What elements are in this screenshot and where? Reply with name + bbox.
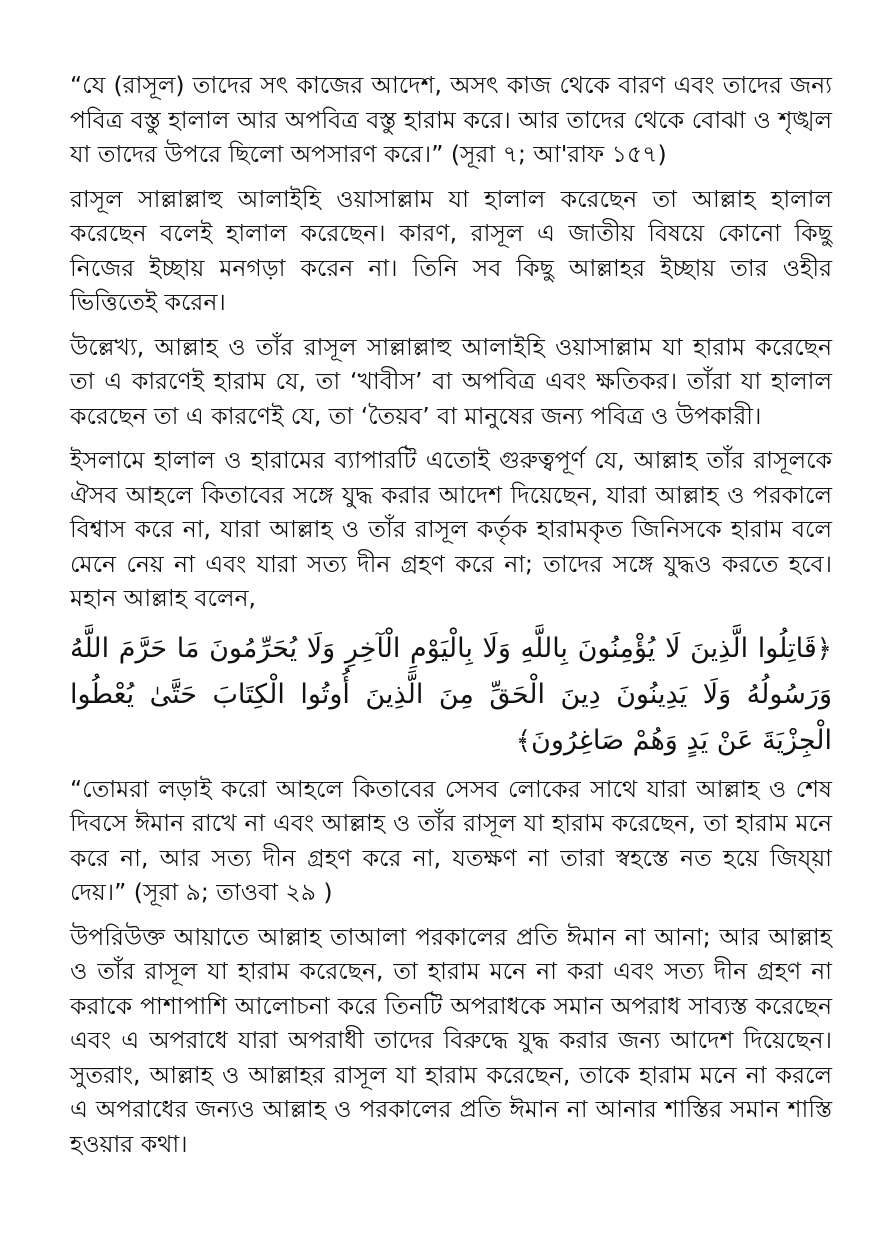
arabic-verse-text: قَاتِلُوا الَّذِينَ لَا يُؤْمِنُونَ بِاللَّهِ وَلَا بِالْيَوْمِ الْآخِرِ وَلَا يُحَرِّمُونَ مَا حَرَّمَ اللَّهُ وَرَسُولُهُ وَلَا يَدِينُونَ دِينَ الْحَقِّ مِنَ الَّذِينَ أُوتُوا الْكِتَابَ حَتَّىٰ يُعْطُوا الْجِزْيَةَ عَنْ يَدٍ وَهُمْ صَاغِرُونَ xyxy=(70,632,832,756)
paragraph-halal-by-rasul: রাসূল সাল্লাল্লাহু আলাইহি ওয়াসাল্লাম যা হালাল করেছেন তা আল্লাহ হালাল করেছেন বলেই হালাল করেছেন। কারণ, রাসূল এ জাতীয় বিষয়ে কোনো কিছু নিজের ইচ্ছায় মনগড়া করেন না। তিনি সব কিছু আল্লাহর ইচ্ছায় তার ওহীর ভিত্তিতেই করেন। xyxy=(70,184,832,316)
quote-surah-araf: “যে (রাসূল) তাদের সৎ কাজের আদেশ, অসৎ কাজ থেকে বারণ এবং তাদের জন্য পবিত্র বস্তু হালাল আর অপবিত্র বস্তু হারাম করে। আর তাদের থেকে বোঝা ও শৃঙ্খল যা তাদের উপরে ছিলো অপসারণ করে।” (সূরা ৭; আ'রাফ ১৫৭) xyxy=(70,71,832,168)
paragraph-khabis-tayyib: উল্লেখ্য, আল্লাহ ও তাঁর রাসূল সাল্লাল্লাহু আলাইহি ওয়াসাল্লাম যা হারাম করেছেন তা এ কারণেই হারাম যে, তা ‘খাবীস’ বা অপবিত্র এবং ক্ষতিকর। তাঁরা যা হালাল করেছেন তা এ কারণেই যে, তা ‘তৈয়ব’ বা মানুষের জন্য পবিত্র ও উপকারী। xyxy=(70,332,832,430)
arabic-open-bracket: ﴿ xyxy=(816,633,832,664)
quote-surah-tawbah: “তোমরা লড়াই করো আহলে কিতাবের সেসব লোকের সাথে যারা আল্লাহ ও শেষ দিবসে ঈমান রাখে না এবং আল্লাহ ও তাঁর রাসূল যা হারাম করেছেন, তা হারাম মনে করে না, আর সত্য দীন গ্রহণ করে না, যতক্ষণ না তারা স্বহস্তে নত হয়ে জিয্য়া দেয়।” (সূরা ৯; তাওবা ২৯ ) xyxy=(70,774,832,906)
paragraph-explanation: উপরিউক্ত আয়াতে আল্লাহ তাআলা পরকালের প্রতি ঈমান না আনা; আর আল্লাহ ও তাঁর রাসূল যা হারাম করেছেন, তা হারাম মনে না করা এবং সত্য দীন গ্রহণ না করাকে পাশাপাশি আলোচনা করে তিনটি অপরাধকে সমান অপরাধ সাব্যস্ত করেছেন এবং এ অপরাধে যারা অপরাধী তাদের বিরুদ্ধে যুদ্ধ করার জন্য আদেশ দিয়েছেন। সুতরাং, আল্লাহ ও আল্লাহর রাসূল যা হারাম করেছেন, তাকে হারাম মনে না করলে এ অপরাধের জন্যও আল্লাহ ও পরকালের প্রতি ঈমান না আনার শাস্তির সমান শাস্তি হওয়ার কথা। xyxy=(70,922,832,1158)
paragraph-importance-halal-haram: ইসলামে হালাল ও হারামের ব্যাপারটি এতোই গুরুত্বপূর্ণ যে, আল্লাহ তাঁর রাসূলকে ঐসব আহলে কিতাবের সঙ্গে যুদ্ধ করার আদেশ দিয়েছেন, যারা আল্লাহ ও পরকালে বিশ্বাস করে না, যারা আল্লাহ ও তাঁর রাসূল কর্তৃক হারামকৃত জিনিসকে হারাম বলে মেনে নেয় না এবং যারা সত্য দীন গ্রহণ করে না; তাদের সঙ্গে যুদ্ধও করতে হবে। মহান আল্লাহ বলেন, xyxy=(70,446,832,612)
document-page xyxy=(70,68,832,1171)
arabic-verse-block xyxy=(70,626,832,764)
arabic-close-bracket: ﴾ xyxy=(515,725,531,756)
